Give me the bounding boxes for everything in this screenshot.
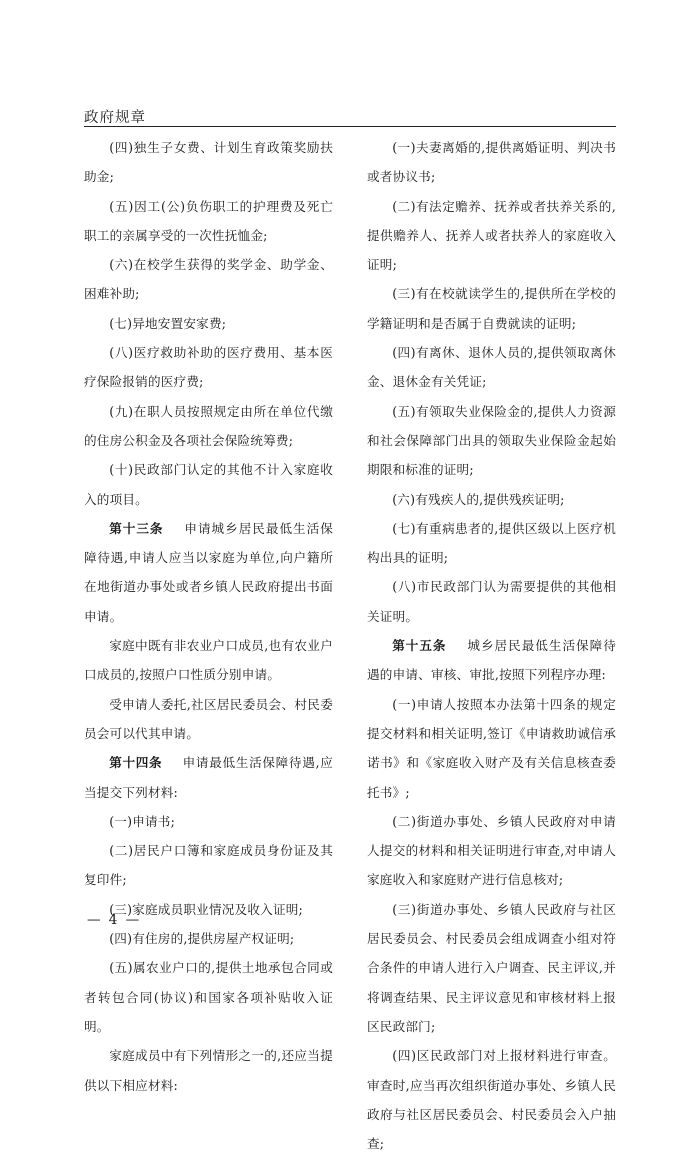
paragraph-text: (五)属农业户口的,提供土地承包合同或者转包合同(协议)和国家各项补贴收入证明。 — [84, 960, 333, 1034]
paragraph — [84, 1041, 333, 1100]
paragraph-text: (八)市民政部门认为需要提供的其他相关证明。 — [367, 579, 616, 624]
paragraph — [84, 338, 333, 397]
paragraph-text: (九)在职人员按照规定由所在单位代缴的住房公积金及各项社会保险统筹费; — [84, 403, 333, 448]
paragraph — [84, 250, 333, 309]
paragraph-text: (一)申请书; — [109, 813, 176, 829]
paragraph-text: 申请最低生活保障待遇,应当提交下列材料: — [84, 755, 333, 800]
page-number: — 4 — — [87, 912, 142, 928]
paragraph-text: 家庭中既有非农业户口成员,也有农业户口成员的,按照户口性质分别申请。 — [84, 638, 333, 683]
paragraph-text: (七)有重病患者的,提供区级以上医疗机构出具的证明; — [367, 520, 616, 566]
paragraph — [84, 690, 333, 749]
page-header-title: 政府规章 — [84, 110, 146, 126]
paragraph-text: (五)有领取失业保险金的,提供人力资源和社会保障部门出具的领取失业保险金起始期限和标准的证明; — [367, 403, 616, 478]
paragraph-text: (二)居民户口簿和家庭成员身份证及其复印件; — [84, 843, 333, 888]
paragraph — [84, 397, 333, 456]
paragraph — [84, 514, 333, 631]
paragraph-text: (三)家庭成员职业情况及收入证明; — [109, 901, 303, 917]
paragraph-text: (五)因工(公)负伤职工的护理费及死亡职工的亲属享受的一次性抚恤金; — [84, 198, 333, 243]
paragraph-text: (四)区民政部门对上报材料进行审查。审查时,应当再次组织街道办事处、乡镇人民政府与社区居民委员会、村民委员会入户抽查; — [367, 1048, 616, 1152]
header-rule — [84, 126, 616, 127]
paragraph — [367, 192, 616, 280]
paragraph — [367, 338, 616, 397]
paragraph — [84, 192, 333, 251]
right-column — [367, 133, 616, 1158]
paragraph-text: 城乡居民最低生活保障待遇的申请、审核、审批,按照下列程序办理: — [367, 638, 616, 683]
paragraph-text: (十)民政部门认定的其他不计入家庭收入的项目。 — [84, 462, 333, 507]
paragraph — [367, 1041, 616, 1158]
paragraph-text: 申请城乡居民最低生活保障待遇,申请人应当以家庭为单位,向户籍所在地街道办事处或者乡镇人民政府提出书面申请。 — [84, 520, 333, 624]
paragraph-text: (二)有法定赡养、抚养或者扶养关系的,提供赡养人、抚养人或者扶养人的家庭收入证明; — [367, 198, 616, 273]
paragraph — [367, 133, 616, 192]
article-number: 第十三条 — [109, 520, 164, 536]
paragraph — [367, 572, 616, 631]
paragraph-text: (一)申请人按照本办法第十四条的规定提交材料和相关证明,签订《申请救助诚信承诺书》和《家庭收入财产及有关信息核查委托书》; — [367, 696, 616, 800]
paragraph-text: (四)独生子女费、计划生育政策奖励扶助金; — [84, 140, 333, 185]
paragraph — [84, 309, 333, 338]
paragraph-text: 受申请人委托,社区居民委员会、村民委员会可以代其申请。 — [84, 696, 333, 741]
paragraph-text: (三)街道办事处、乡镇人民政府与社区居民委员会、村民委员会组成调查小组对符合条件的申请人进行入户调查、民主评议,并将调查结果、民主评议意见和审核材料上报区民政部门; — [367, 901, 616, 1034]
paragraph — [84, 836, 333, 895]
paragraph-text: (六)有残疾人的,提供残疾证明; — [392, 491, 565, 507]
paragraph-text: (七)异地安置安家费; — [109, 315, 227, 331]
article-number: 第十四条 — [109, 755, 163, 771]
paragraph — [367, 631, 616, 690]
paragraph-text: (三)有在校就读学生的,提供所在学校的学籍证明和是否属于自费就读的证明; — [367, 286, 616, 331]
paragraph — [84, 133, 333, 192]
paragraph-text: (八)医疗救助补助的医疗费用、基本医疗保险报销的医疗费; — [84, 345, 333, 390]
paragraph-text: (二)街道办事处、乡镇人民政府对申请人提交的材料和相关证明进行审查,对申请人家庭收入和家庭财产进行信息核对; — [367, 813, 616, 888]
paragraph-text: (一)夫妻离婚的,提供离婚证明、判决书或者协议书; — [367, 140, 616, 185]
paragraph-text: (四)有住房的,提供房屋产权证明; — [109, 931, 295, 947]
paragraph-text: (六)在校学生获得的奖学金、助学金、困难补助; — [84, 257, 333, 302]
paragraph — [367, 485, 616, 514]
article-number: 第十五条 — [392, 638, 447, 654]
paragraph — [84, 924, 333, 953]
paragraph-text: (四)有离休、退休人员的,提供领取离休金、退休金有关凭证; — [367, 345, 616, 390]
paragraph — [84, 748, 333, 807]
paragraph — [84, 455, 333, 514]
paragraph — [367, 895, 616, 1041]
paragraph — [367, 397, 616, 485]
paragraph — [367, 690, 616, 807]
paragraph — [84, 953, 333, 1041]
paragraph — [367, 807, 616, 895]
paragraph-text: 家庭成员中有下列情形之一的,还应当提供以下相应材料: — [84, 1048, 333, 1093]
paragraph — [84, 807, 333, 836]
paragraph — [367, 514, 616, 573]
left-column — [84, 133, 333, 1100]
paragraph — [84, 631, 333, 690]
paragraph — [367, 279, 616, 338]
